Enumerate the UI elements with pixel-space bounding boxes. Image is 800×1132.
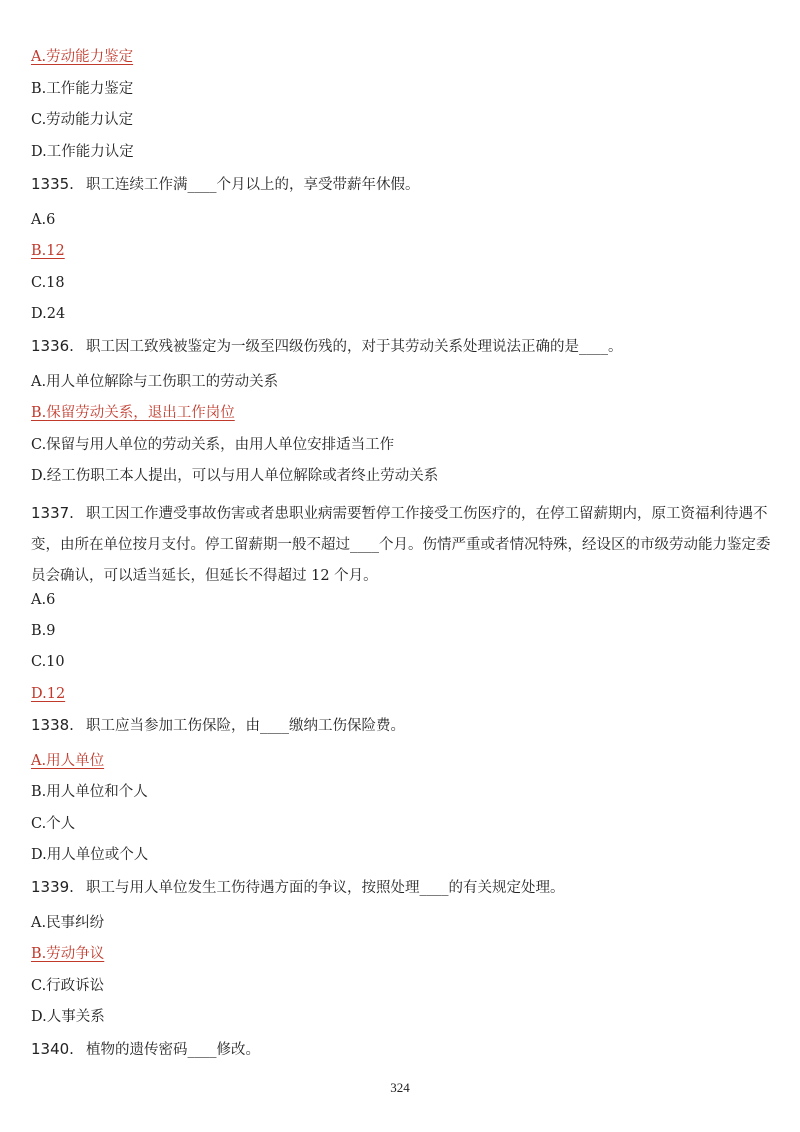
answer-option: D.工作能力认定 — [31, 144, 134, 160]
answer-option: D.经工伤职工本人提出，可以与用人单位解除或者终止劳动关系 — [31, 468, 439, 484]
answer-option: C.保留与用人单位的劳动关系，由用人单位安排适当工作 — [31, 437, 395, 453]
answer-option: B.工作能力鉴定 — [31, 81, 134, 97]
question-number: 1336. — [31, 337, 74, 355]
question-text: 职工因工作遭受事故伤害或者患职业病需要暂停工作接受工伤医疗的，在停工留薪期内，原工资福利待遇不变，由所在单位按月支付。停工留薪期一般不超过____个月。伤情严重或者情况特殊，经设区的市级劳动能力鉴定委员会确认，可以适当延长，但延长不得超过 12 个月。 — [31, 506, 771, 584]
answer-option: C.个人 — [31, 816, 76, 832]
answer-option: A.6 — [31, 212, 56, 228]
answer-option: D.用人单位或个人 — [31, 847, 149, 863]
question-stem — [31, 1039, 260, 1060]
question-number: 1337. — [31, 504, 74, 522]
answer-option: C.行政诉讼 — [31, 978, 105, 994]
question-text: 职工因工致残被鉴定为一级至四级伤残的，对于其劳动关系处理说法正确的是____。 — [85, 339, 623, 355]
answer-option: B.用人单位和个人 — [31, 784, 148, 800]
correct-answer-option: A.劳动能力鉴定 — [31, 49, 134, 65]
answer-option: C.劳动能力认定 — [31, 112, 134, 128]
correct-answer-option: B.12 — [31, 243, 65, 259]
answer-option: B.9 — [31, 623, 56, 639]
question-number: 1335. — [31, 175, 74, 193]
question-text: 职工与用人单位发生工伤待遇方面的争议，按照处理____的有关规定处理。 — [85, 880, 565, 896]
question-stem — [31, 715, 405, 736]
question-stem — [31, 174, 419, 195]
question-stem — [31, 498, 771, 592]
answer-option: C.10 — [31, 654, 65, 670]
question-text: 植物的遗传密码____修改。 — [85, 1042, 260, 1058]
correct-answer-option: D.12 — [31, 686, 66, 702]
question-text: 职工应当参加工伤保险，由____缴纳工伤保险费。 — [85, 718, 405, 734]
question-number: 1340. — [31, 1040, 74, 1058]
answer-option: A.民事纠纷 — [31, 915, 105, 931]
question-number: 1339. — [31, 878, 74, 896]
correct-answer-option: B.劳动争议 — [31, 946, 105, 962]
answer-option: C.18 — [31, 275, 65, 291]
answer-option: D.24 — [31, 306, 66, 322]
answer-option: A.用人单位解除与工伤职工的劳动关系 — [31, 374, 279, 390]
answer-option: D.人事关系 — [31, 1009, 105, 1025]
question-number: 1338. — [31, 716, 74, 734]
question-text: 职工连续工作满____个月以上的，享受带薪年休假。 — [85, 177, 420, 193]
question-stem — [31, 336, 622, 357]
question-stem — [31, 877, 564, 898]
page-number: 324 — [390, 1080, 410, 1095]
correct-answer-option: B.保留劳动关系，退出工作岗位 — [31, 405, 235, 421]
correct-answer-option: A.用人单位 — [31, 753, 105, 769]
answer-option: A.6 — [31, 592, 56, 608]
